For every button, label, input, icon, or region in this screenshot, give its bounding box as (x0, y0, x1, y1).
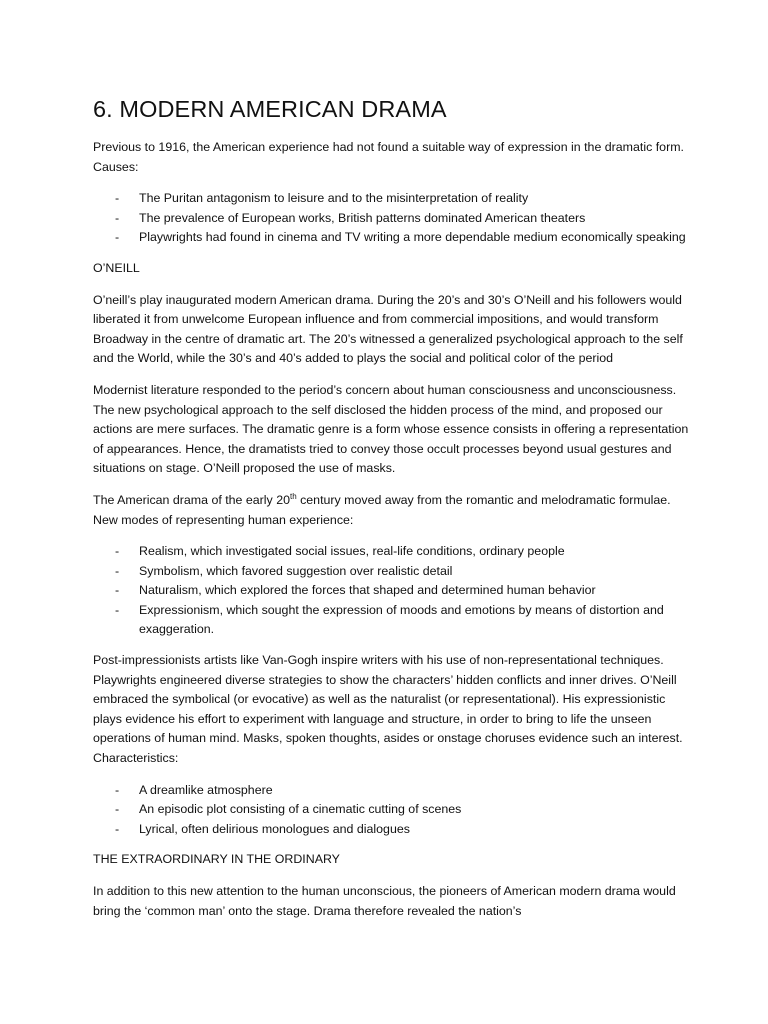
ordinal-superscript: th (289, 491, 297, 501)
intro-paragraph: Previous to 1916, the American experience had not found a suitable way of expression in the dramatic form. Causes: (93, 140, 684, 174)
extraordinary-paragraph: In addition to this new attention to the human unconscious, the pioneers of American modern drama would bring the ‘common man’ onto the stage. Drama therefore revealed the nation’s (93, 884, 676, 918)
list-item: - A dreamlike atmosphere (93, 781, 693, 801)
list-item: - Expressionism, which sought the expression of moods and emotions by means of distortion and exaggeration. (115, 602, 664, 637)
bullet-dash: - (115, 602, 120, 617)
document-body (93, 94, 693, 933)
page-title: 6. MODERN AMERICAN DRAMA (93, 96, 447, 122)
bullet-dash: - (115, 230, 120, 245)
list-item: - The Puritan antagonism to leisure and to the misinterpretation of reality (93, 189, 693, 209)
section-heading-extraordinary: THE EXTRAORDINARY IN THE ORDINARY (93, 852, 340, 867)
section-heading-oneill: O’NEILL (93, 260, 140, 275)
list-item: - Symbolism, which favored suggestion over realistic detail (93, 562, 693, 582)
list-item: - The prevalence of European works, British patterns dominated American theaters (93, 209, 693, 229)
list-item: - An episodic plot consisting of a cinematic cutting of scenes (93, 800, 693, 820)
bullet-dash: - (115, 802, 120, 817)
bullet-dash: - (115, 563, 120, 578)
post-impressionists-paragraph: Post-impressionists artists like Van-Gogh inspire writers with his use of non-representational techniques. Playwrights engineered diverse strategies to show the characters’ hidden conflicts and inner drives. O’Neill embraced the symbolical (or evocative) as well as the naturalist (or representational). His expressionistic plays evidence his effort to experiment with language and structure, in order to bring to life the unseen operations of human mind. Masks, spoken thoughts, asides or onstage choruses evidence such an interest. Characteristics: (93, 653, 683, 766)
bullet-dash: - (115, 782, 120, 797)
modes-list (93, 542, 693, 640)
oneill-paragraph: O’neill’s play inaugurated modern American drama. During the 20’s and 30’s O’Neill and his followers would liberated it from unwelcome European influence and from commercial impositions, and would transform Broadway in the centre of dramatic art. The 20’s witnessed a generalized psychological approach to the self and the World, while the 30’s and 40’s added to plays the social and political color of the period (93, 292, 683, 366)
list-item: - Naturalism, which explored the forces that shaped and determined human behavior (93, 581, 693, 601)
characteristics-list (93, 781, 693, 840)
early-20th-century-paragraph: The American drama of the early 20th century moved away from the romantic and melodramatic formulae. New modes of representing human experience: (93, 491, 671, 527)
bullet-dash: - (115, 191, 120, 206)
bullet-dash: - (115, 821, 120, 836)
bullet-dash: - (115, 583, 120, 598)
list-item: - Playwrights had found in cinema and TV writing a more dependable medium economically speaking (93, 228, 693, 248)
list-item: - Lyrical, often delirious monologues and dialogues (93, 820, 693, 840)
bullet-dash: - (115, 544, 120, 559)
bullet-dash: - (115, 210, 120, 225)
causes-list (93, 189, 693, 248)
list-item: - Realism, which investigated social issues, real-life conditions, ordinary people (93, 542, 693, 562)
modernist-paragraph: Modernist literature responded to the period’s concern about human consciousness and unconsciousness. The new psychological approach to the self disclosed the hidden process of the mind, and proposed our actions are mere surfaces. The dramatic genre is a form whose essence consists in offering a representation of appearances. Hence, the dramatists tried to convey those occult processes beyond usual gestures and situations on stage. O’Neill proposed the use of masks. (93, 382, 689, 476)
